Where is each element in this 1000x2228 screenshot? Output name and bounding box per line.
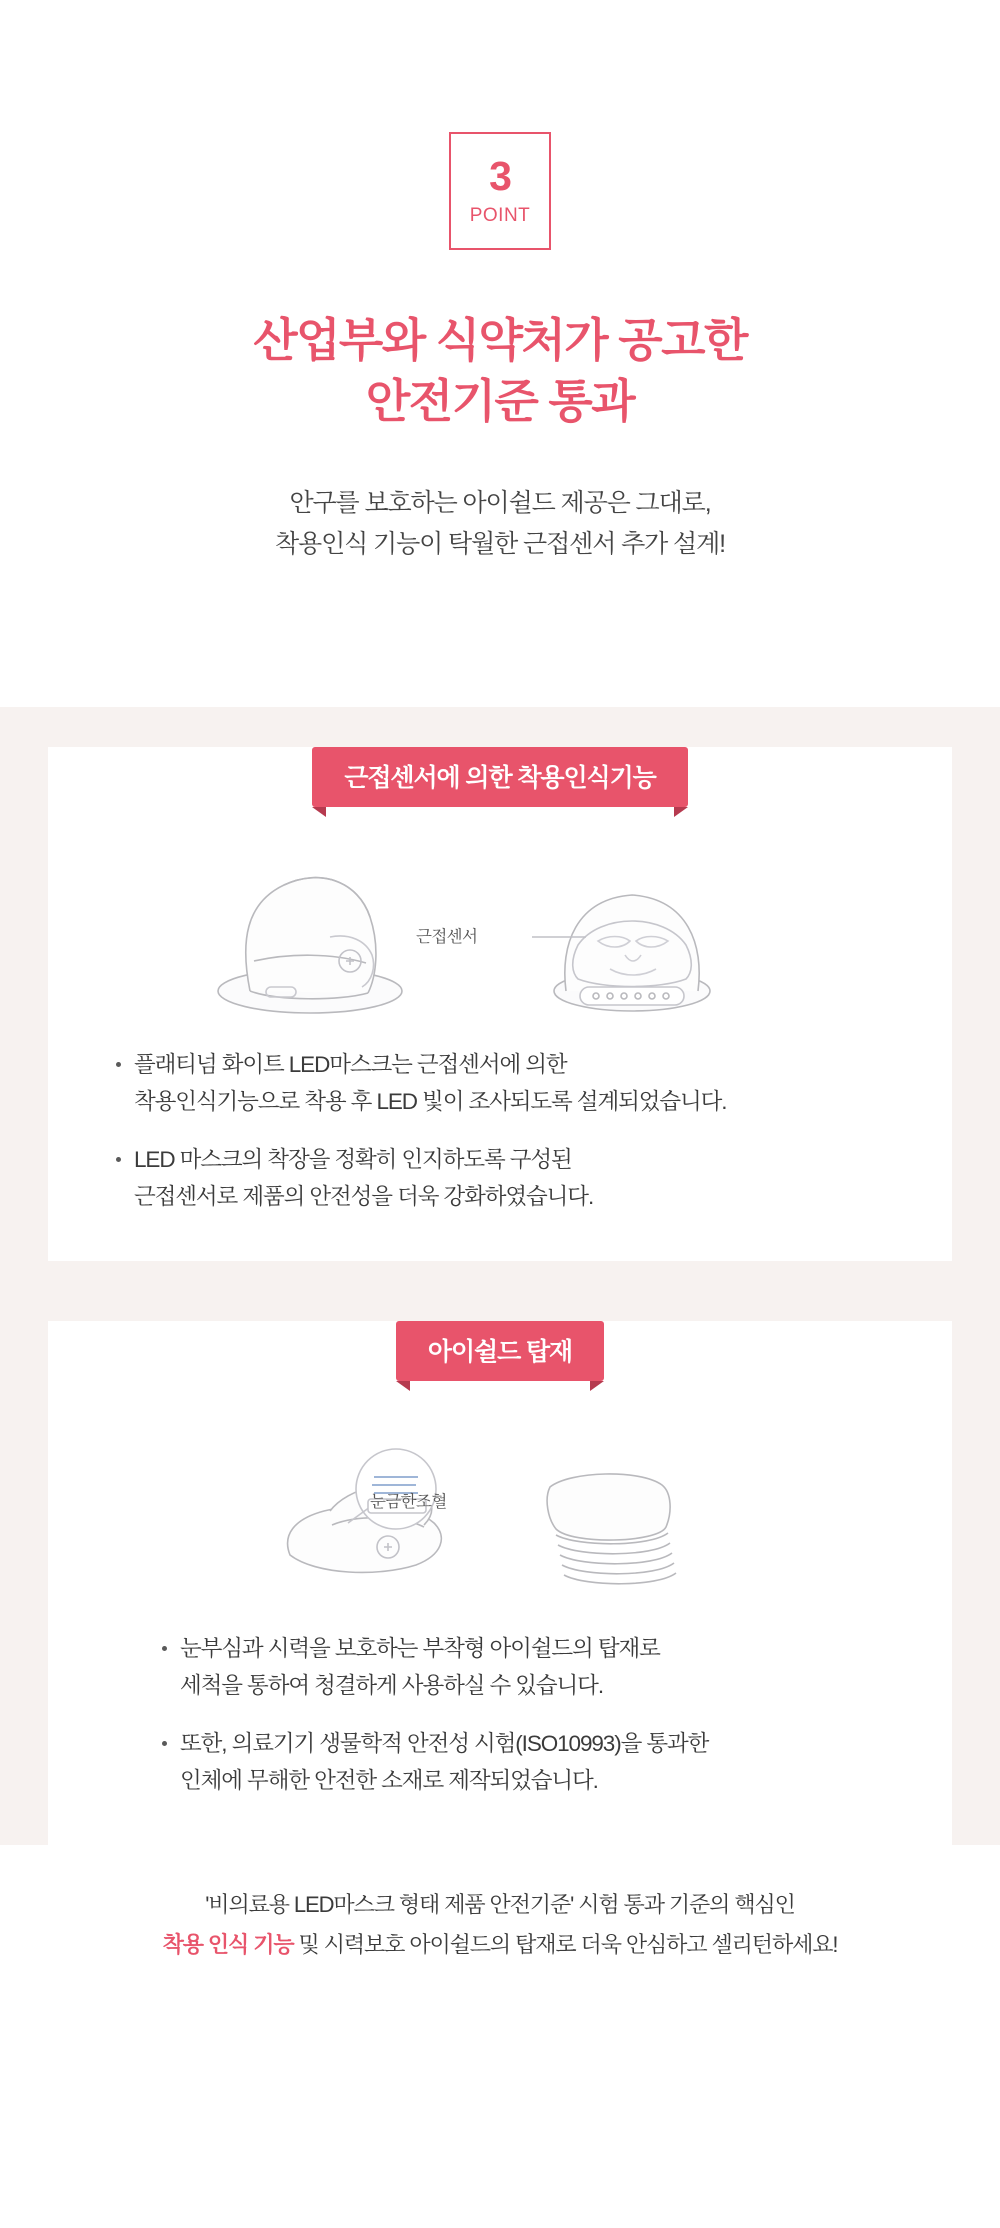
led-mask-proximity-diagram bbox=[180, 841, 820, 1031]
list-item: 눈부심과 시력을 보호하는 부착형 아이쉴드의 탑재로 세척을 통하여 청결하게 사용하실 수 있습니다. bbox=[160, 1631, 892, 1704]
subcopy-line-1: 안구를 보호하는 아이쉴드 제공은 그대로, bbox=[289, 489, 711, 518]
eye-shield-diagram bbox=[220, 1415, 780, 1615]
page-title bbox=[0, 310, 1000, 431]
subcopy-line-2: 착용인식 기능이 탁월한 근접센서 추가 설계! bbox=[275, 529, 725, 558]
footer-line-2 bbox=[40, 1927, 960, 1963]
headline-line-2: 안전기준 통과 bbox=[365, 374, 635, 427]
card-eye-shield bbox=[48, 1321, 952, 1845]
card-proximity-sensor bbox=[48, 747, 952, 1261]
ribbon-wrap bbox=[48, 747, 952, 807]
footer-summary bbox=[0, 1845, 1000, 2010]
subheading bbox=[0, 483, 1000, 564]
footer-line-1: '비의료용 LED마스크 형태 제품 안전기준' 시험 통과 기준의 핵심인 bbox=[205, 1891, 795, 1917]
ribbon-wrap bbox=[48, 1321, 952, 1381]
feature-cards-section bbox=[0, 707, 1000, 1845]
card-2-callout-label: 눈금한조혈 bbox=[370, 1493, 447, 1512]
list-item: 플래티넘 화이트 LED마스크는 근접센서에 의한 착용인식기능으로 착용 후 LED 빛이 조사되도록 설계되었습니다. bbox=[114, 1047, 892, 1120]
intro-section bbox=[0, 0, 1000, 707]
card-1-illustration bbox=[48, 807, 952, 1041]
card-2-bullet-list bbox=[48, 1625, 952, 1799]
card-2-ribbon-label: 아이쉴드 탑재 bbox=[396, 1321, 604, 1381]
footer-accent-text: 착용 인식 기능 bbox=[162, 1931, 294, 1957]
card-1-bullet-list bbox=[48, 1041, 952, 1215]
point-label: POINT bbox=[469, 204, 531, 226]
card-1-ribbon-label: 근접센서에 의한 착용인식기능 bbox=[312, 747, 687, 807]
point-number: 3 bbox=[489, 152, 511, 199]
footer-rest-text: 및 시력보호 아이쉴드의 탑재로 더욱 안심하고 셀리턴하세요! bbox=[293, 1931, 838, 1957]
card-2-illustration bbox=[48, 1381, 952, 1625]
point-badge bbox=[449, 132, 551, 250]
list-item: LED 마스크의 착장을 정확히 인지하도록 구성된 근접센서로 제품의 안전성을 더욱 강화하였습니다. bbox=[114, 1142, 892, 1215]
list-item: 또한, 의료기기 생물학적 안전성 시험(ISO10993)을 통과한 인체에 무해한 안전한 소재로 제작되었습니다. bbox=[160, 1726, 892, 1799]
card-1-callout-label: 근접센서 bbox=[416, 928, 478, 947]
headline-line-1: 산업부와 식약처가 공고한 bbox=[253, 314, 747, 366]
